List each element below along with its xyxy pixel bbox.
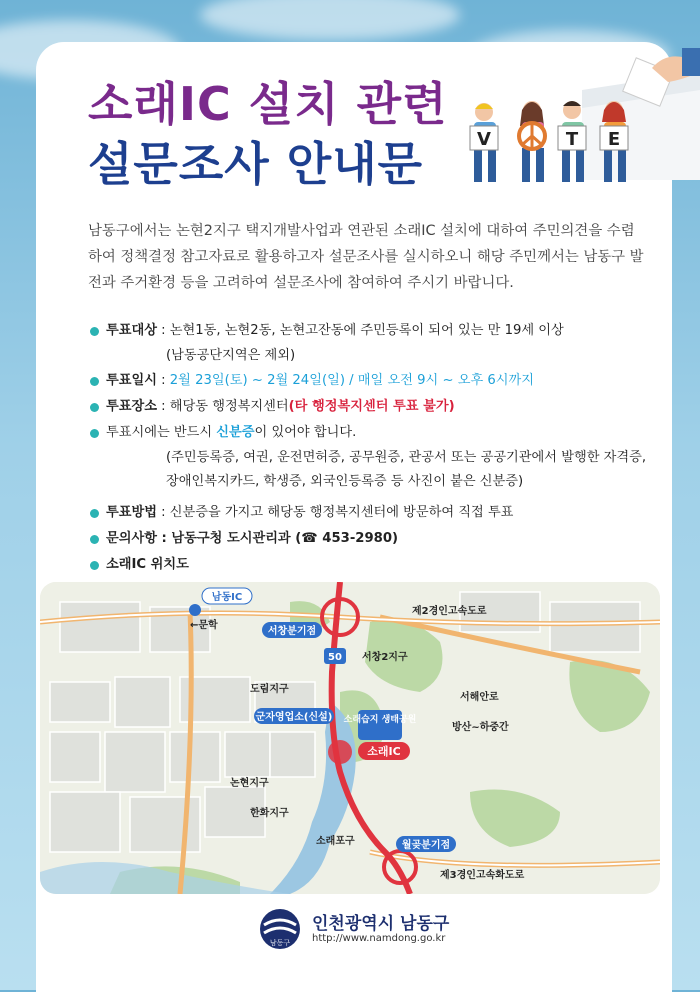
- date-label: 투표일시: [106, 373, 157, 388]
- munhak-label: ←문학: [190, 620, 218, 631]
- expressway3-label: 제3경인고속화도로: [440, 870, 525, 881]
- place-label: 투표장소: [106, 399, 157, 414]
- target-text: : 논현1동, 논현2동, 논현고잔동에 주민등록이 되어 있는 만 19세 이상: [156, 323, 564, 338]
- bullet-icon: [90, 327, 99, 336]
- target-note: (남동공단지역은 제외): [166, 348, 296, 363]
- bullet-icon: [90, 535, 99, 544]
- contact-label: 문의사항: [106, 531, 157, 546]
- bullet-icon: [90, 429, 99, 438]
- bullet-icon: [90, 561, 99, 570]
- target-label: 투표대상: [106, 323, 157, 338]
- logo-text: 남동구: [269, 939, 291, 947]
- id-note-2: 장애인복지카드, 학생증, 외국인등록증 등 사진이 붙은 신분증): [166, 474, 524, 489]
- info-item-contact: [90, 526, 670, 552]
- seohaean-label: 서해안로: [460, 692, 499, 703]
- wolgot-jct-label: 월곶분기점: [401, 840, 451, 851]
- ecopark-label: 소래습지 생태공원: [343, 715, 417, 725]
- seochang-jct-label: 서창분기점: [267, 626, 317, 637]
- page-title-line2: 설문조사 안내문: [88, 137, 424, 191]
- intro-paragraph: 남동구에서는 논현2지구 택지개발사업과 연관된 소래IC 설치에 대하여 주민의견을 수렴하여 정책결정 참고자료로 활용하고자 설문조사를 실시하오니 해당 주민께서는 남동구 발전과 주거환경 등을 고려하여 설문조사에 참여하여 주시기 바랍니다.: [88, 223, 644, 291]
- contact-text: : 남동구청 도시관리과 (☎ 453-2980): [156, 531, 399, 546]
- footer: [258, 905, 478, 955]
- id-note-1: (주민등록증, 여권, 운전면허증, 공무원증, 관공서 또는 공공기관에서 발행한 자격증,: [166, 450, 647, 465]
- vote-letter-t: T: [565, 129, 579, 150]
- map-label: 소래IC 위치도: [106, 557, 189, 572]
- info-item-target: [90, 318, 670, 344]
- hanhwa-label: 한화지구: [250, 808, 289, 819]
- seochang2-label: 서창2지구: [362, 652, 408, 663]
- method-text: : 신분증을 가지고 해당동 행정복지센터에 방문하여 직접 투표: [156, 505, 514, 520]
- org-name: 인천광역시 남동구: [312, 914, 450, 934]
- place-text: : 해당동 행정복지센터: [156, 399, 289, 414]
- sorae-ic-label: 소래IC: [367, 745, 401, 758]
- bullet-icon: [90, 377, 99, 386]
- website-link[interactable]: http://www.namdong.go.kr: [312, 933, 446, 944]
- info-item-method: [90, 500, 670, 526]
- gunja-label: 군자영업소(신설): [255, 712, 333, 723]
- info-item-id: [90, 420, 670, 446]
- info-item-place: [90, 394, 670, 420]
- vote-letter-e: E: [607, 129, 621, 150]
- vote-letter-v: V: [477, 129, 491, 150]
- namdong-ic-label: 남동IC: [211, 592, 243, 603]
- bangsan-label: 방산~하중간: [452, 722, 509, 733]
- id-text-pre: 투표시에는 반드시: [106, 425, 217, 440]
- id-keyword: 신분증: [216, 425, 255, 440]
- info-item-date: 투표일시 : 2월 23일(토) ~ 2월 24일(일) / 매일 오전 9시 ~ 오후 6시까지: [90, 368, 670, 394]
- bullet-icon: [90, 509, 99, 518]
- map-canvas: [40, 582, 660, 894]
- method-label: 투표방법: [106, 505, 157, 520]
- dorim-label: 도림지구: [250, 684, 289, 695]
- namdong-logo-icon: [258, 907, 302, 951]
- cloud: [200, 0, 460, 40]
- route-50-label: 50: [328, 652, 342, 663]
- location-map: [40, 582, 660, 894]
- info-item-map: [90, 552, 670, 578]
- id-text-post: 이 있어야 합니다.: [254, 425, 357, 440]
- page-title-line1: 소래IC 설치 관련: [88, 77, 448, 131]
- expressway2-label: 제2경인고속도로: [412, 606, 487, 617]
- sorae-district-label: 소래포구: [316, 836, 355, 847]
- info-list: [90, 318, 670, 578]
- bullet-icon: [90, 403, 99, 412]
- date-text: 2월 23일(토) ~ 2월 24일(일) / 매일 오전 9시 ~ 오후 6시까지: [169, 373, 534, 388]
- place-note: (타 행정복지센터 투표 불가): [288, 399, 455, 414]
- vote-people-illustration: [452, 96, 642, 188]
- nonhyeon-label: 논현지구: [230, 778, 269, 789]
